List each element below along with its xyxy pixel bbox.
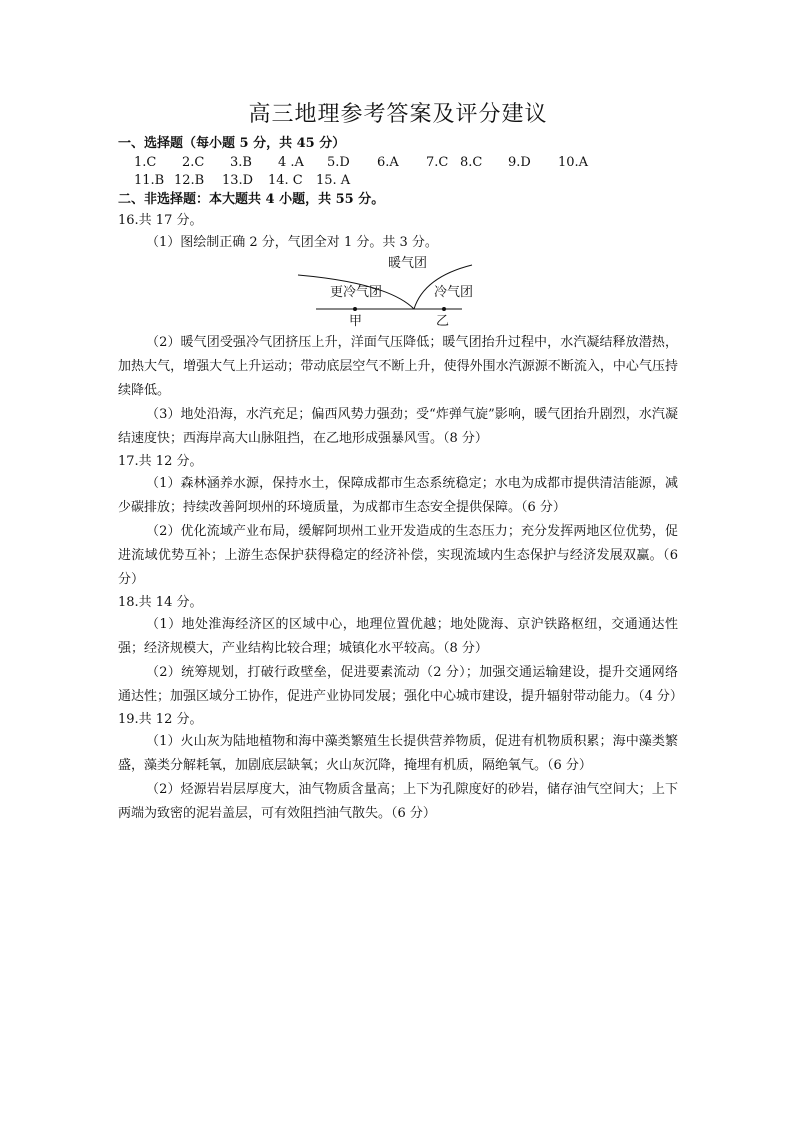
answer-12: 12.B [174, 173, 205, 188]
point-jia [353, 307, 357, 311]
q19-part1: （1）火山灰为陆地植物和海中藻类繁殖生长提供营养物质，促进有机物质积累；海中藻类繁盛，藻类分解耗氧，加剧底层缺氧；火山灰沉降，掩埋有机质，隔绝氧气。（6 分） [118, 734, 678, 773]
q16-heading: 16.共 17 分。 [118, 213, 203, 228]
q16-part3: （3）地处沿海，水汽充足；偏西风势力强劲；受“炸弹气旋”影响，暖气团抬升剧烈，水汽凝结速度快；西海岸高大山脉阻挡，在乙地形成强暴风雪。（8 分） [118, 407, 678, 446]
q17-heading: 17.共 12 分。 [118, 454, 203, 469]
answer-7: 7.C [426, 155, 449, 170]
q16-part1: （1）图绘制正确 2 分，气团全对 1 分。共 3 分。 [146, 235, 438, 250]
answer-row-1 [118, 154, 678, 172]
answer-13: 13.D [222, 173, 254, 188]
q16-part2: （2）暖气团受强冷气团挤压上升，洋面气压降低；暖气团抬升过程中，水汽凝结释放潜热，加热大气，增强大气上升运动；带动底层空气不断上升，使得外围水汽源源不断流入，中心气压持续降低。 [118, 335, 678, 398]
answer-10: 10.A [558, 155, 589, 170]
point-yi-label: 乙 [436, 314, 450, 329]
answer-6: 6.A [377, 155, 399, 170]
q19-heading: 19.共 12 分。 [118, 712, 203, 727]
answer-1: 1.C [134, 155, 157, 170]
section-2-heading: 二、非选择题：本大题共 4 小题，共 55 分。 [118, 192, 385, 207]
answer-9: 9.D [508, 155, 531, 170]
q17-part1: （1）森林涵养水源，保持水土，保障成都市生态系统稳定；水电为成都市提供清洁能源，减少碳排放；持续改善阿坝州的环境质量，为成都市生态安全提供保障。（6 分） [118, 476, 678, 515]
q18-part1: （1）地处淮海经济区的区域中心，地理位置优越；地处陇海、京沪铁路枢纽，交通通达性强；经济规模大，产业结构比较合理；城镇化水平较高。（8 分） [118, 617, 678, 656]
answer-3: 3.B [230, 155, 252, 170]
answer-11: 11.B [134, 173, 165, 188]
front-diagram [118, 255, 678, 331]
page-title: 高三地理参考答案及评分建议 [248, 102, 548, 127]
colder-air-mass-label: 更冷气团 [330, 285, 383, 300]
q18-part2: （2）统筹规划，打破行政壁垒，促进要素流动（2 分）；加强交通运输建设，提升交通网络通达性；加强区域分工协作，促进产业协同发展；强化中心城市建设，提升辐射带动能力。（4 分） [118, 665, 683, 704]
warm-air-mass-label: 暖气团 [388, 256, 428, 271]
q18-heading: 18.共 14 分。 [118, 595, 203, 610]
answer-15: 15. A [316, 173, 351, 188]
answer-8: 8.C [460, 155, 483, 170]
answer-4: 4 .A [278, 155, 304, 170]
answer-sheet [118, 97, 683, 826]
q19-part2: （2）烃源岩岩层厚度大，油气物质含量高；上下为孔隙度好的砂岩，储存油气空间大；上下两端为致密的泥岩盖层，可有效阻挡油气散失。（6 分） [118, 782, 678, 821]
answer-5: 5.D [327, 155, 350, 170]
point-yi [442, 307, 446, 311]
answer-row-2 [118, 172, 678, 190]
point-jia-label: 甲 [349, 314, 363, 329]
cold-air-mass-label: 冷气团 [434, 285, 474, 300]
section-1-heading: 一、选择题（每小题 5 分，共 45 分） [118, 136, 346, 151]
answer-14: 14. C [268, 173, 303, 188]
q17-part2: （2）优化流域产业布局，缓解阿坝州工业开发造成的生态压力；充分发挥两地区位优势，促进流域优势互补；上游生态保护获得稳定的经济补偿，实现流域内生态保护与经济发展双赢。（6 分） [118, 524, 678, 587]
answer-2: 2.C [182, 155, 205, 170]
